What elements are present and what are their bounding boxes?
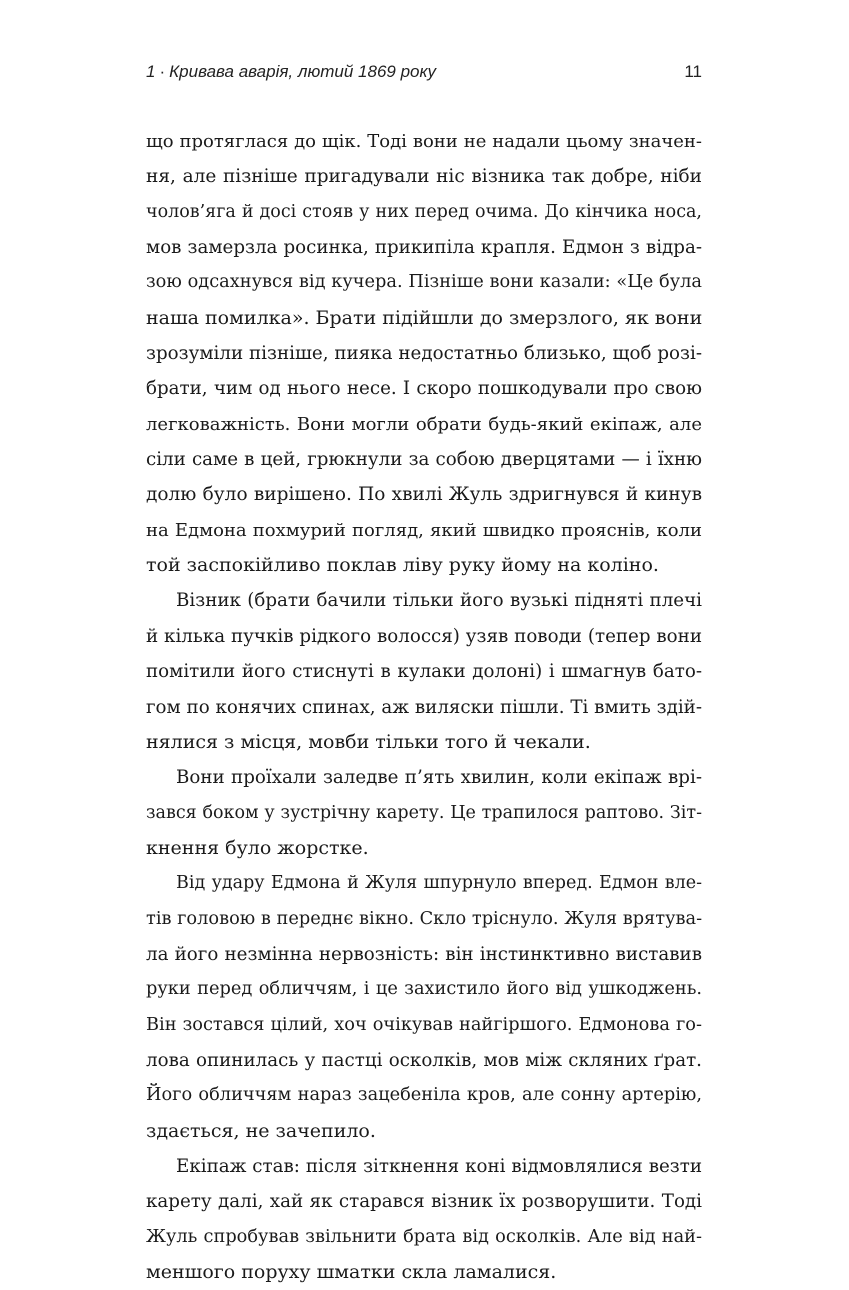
text-line: кнення було жорстке. <box>146 836 369 859</box>
text-line: чолов’яга й досі стояв у них перед очима. До кінчика носа, <box>146 201 702 222</box>
text-line: Екіпаж став: після зіткнення коні відмовлялися везти <box>176 1155 702 1177</box>
page-number: 11 <box>684 62 702 81</box>
paragraph <box>146 760 702 866</box>
text-line: зрозуміли пізніше, пияка недостатньо близько, щоб розі- <box>146 343 702 365</box>
text-line: нялися з місця, мовби тільки того й чекали. <box>146 730 591 753</box>
text-line: зався боком у зустрічну карету. Це трапилося раптово. Зіт- <box>146 802 702 823</box>
chapter-number: 1 <box>146 62 156 81</box>
text-line: Жуль спробував звільнити брата від осколків. Але від най- <box>146 1226 702 1247</box>
text-line: Його обличчям нараз зацебеніла кров, але сонну артерію, <box>146 1085 702 1106</box>
text-line: й кілька пучків рідкого волосся) узяв поводи (тепер вони <box>146 625 702 647</box>
text-line: той заспокійливо поклав ліву руку йому на коліно. <box>146 554 659 577</box>
text-line: що протяглася до щік. Тоді вони не надали цьому значен- <box>146 131 702 152</box>
text-line: гом по конячих спинах, аж виляски пішли. Ті вмить здій- <box>146 696 702 718</box>
text-line: брати, чим од нього несе. І скоро пошкодували про свою <box>146 378 702 400</box>
body-text <box>146 124 702 1290</box>
text-line: Від удару Едмона й Жуля шпурнуло вперед. Едмон вле- <box>176 873 702 894</box>
text-line: долю було вирішено. По хвилі Жуль здригнувся й кинув <box>146 484 702 506</box>
separator: · <box>159 62 166 81</box>
text-line: Вони проїхали заледве п’ять хвилин, коли екіпаж врі- <box>176 767 702 789</box>
text-line: зою одсахнувся від кучера. Пізніше вони казали: «Це була <box>146 272 702 293</box>
paragraph <box>146 1149 702 1290</box>
text-line: ня, але пізніше пригадували ніс візника так добре, ніби <box>146 166 702 188</box>
paragraph <box>146 866 702 1149</box>
chapter-title: Кривава аварія, лютий 1869 року <box>169 62 437 81</box>
chapter-heading <box>146 62 436 82</box>
text-line: на Едмона похмурий погляд, який швидко прояснів, коли <box>146 519 702 541</box>
text-line: мов замерзла росинка, прикипіла крапля. Едмон з відра- <box>146 237 702 259</box>
text-line: сіли саме в цей, грюкнули за собою дверцятами — і їхню <box>146 449 702 471</box>
text-line: карету далі, хай як старався візник їх розворушити. Тоді <box>146 1191 702 1213</box>
text-line: Візник (брати бачили тільки його вузькі підняті плечі <box>176 590 702 612</box>
text-line: помітили його стиснуті в кулаки долоні) і шмагнув бато- <box>146 661 702 683</box>
text-line: наша помилка». Брати підійшли до змерзлого, як вони <box>146 306 703 329</box>
text-line: руки перед обличчям, і це захистило його від ушкоджень. <box>146 979 702 1000</box>
text-line: Він зостався цілий, хоч очікував найгіршого. Едмонова го- <box>146 1014 702 1035</box>
text-line: тів головою в переднє вікно. Скло тріснуло. Жуля врятува- <box>146 908 703 929</box>
text-line: здається, не зачепило. <box>146 1119 376 1142</box>
text-line: лова опинилась у пастці осколків, мов між скляних ґрат. <box>146 1049 702 1071</box>
paragraph <box>146 583 702 760</box>
text-line: легковажність. Вони могли обрати будь-який екіпаж, але <box>146 413 702 435</box>
running-head <box>146 62 702 86</box>
text-line: ла його незмінна нервозність: він інстинктивно виставив <box>146 943 702 965</box>
text-line: меншого поруху шматки скла ламалися. <box>146 1261 557 1283</box>
paragraph <box>146 124 702 583</box>
